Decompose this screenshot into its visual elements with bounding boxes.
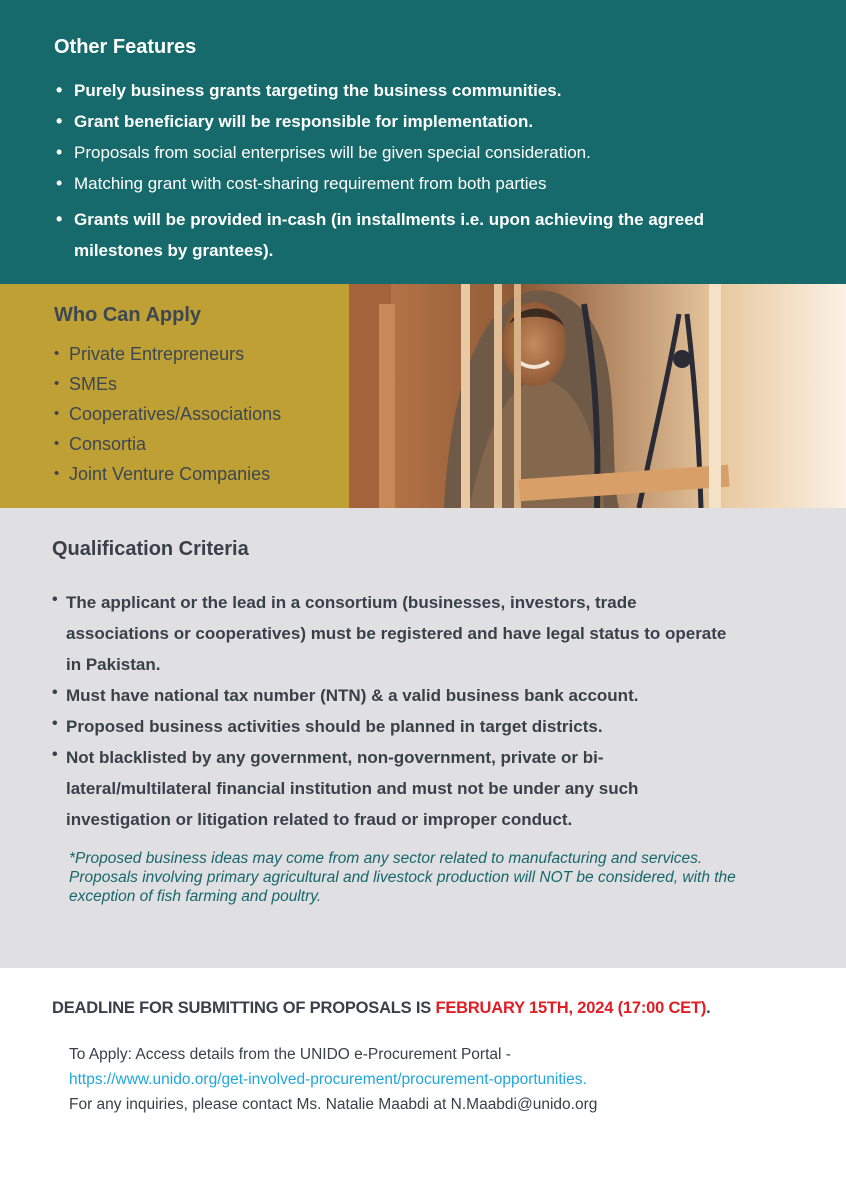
who-can-apply-text bbox=[54, 304, 281, 489]
qualification-item: • Not blacklisted by any government, non-government, private or bi-lateral/multilateral financial institution and must not be under any such investigation or litigation related to fraud or improper conduct. bbox=[52, 742, 732, 835]
applicant-item: • Joint Venture Companies bbox=[54, 459, 281, 489]
weaver-photo bbox=[349, 284, 846, 508]
feature-item: • Grant beneficiary will be responsible for implementation. bbox=[54, 106, 774, 137]
applicant-item: • Cooperatives/Associations bbox=[54, 399, 281, 429]
feature-item: • Grants will be provided in-cash (in installments i.e. upon achieving the agreed milestones by grantees). bbox=[54, 204, 774, 266]
qualification-criteria-section bbox=[0, 508, 846, 968]
applicant-item: • SMEs bbox=[54, 369, 281, 399]
apply-info bbox=[69, 1042, 597, 1117]
who-can-apply-section bbox=[0, 284, 846, 508]
deadline-date: FEBRUARY 15TH, 2024 (17:00 CET) bbox=[435, 999, 707, 1017]
procurement-link[interactable]: https://www.unido.org/get-involved-procurement/procurement-opportunities. bbox=[69, 1071, 587, 1088]
other-features-section bbox=[0, 0, 846, 284]
qualification-item: • The applicant or the lead in a consortium (businesses, investors, trade associations or cooperatives) must be registered and have legal status to operate in Pakistan. bbox=[52, 587, 732, 680]
feature-item: • Purely business grants targeting the business communities. bbox=[54, 75, 774, 106]
deadline-text bbox=[52, 999, 711, 1018]
applicant-item: • Private Entrepreneurs bbox=[54, 339, 281, 369]
qualification-title: Qualification Criteria bbox=[52, 538, 249, 560]
deadline-prefix: DEADLINE FOR SUBMITTING OF PROPOSALS IS bbox=[52, 999, 436, 1017]
qualification-list bbox=[52, 587, 732, 835]
contact-line: For any inquiries, please contact Ms. Natalie Maabdi at N.Maabdi@unido.org bbox=[69, 1096, 598, 1113]
deadline-section bbox=[0, 968, 846, 1200]
applicant-list bbox=[54, 339, 281, 489]
deadline-suffix: . bbox=[706, 999, 711, 1017]
qualification-item: • Must have national tax number (NTN) & a valid business bank account. bbox=[52, 680, 732, 711]
sector-note: *Proposed business ideas may come from any sector related to manufacturing and services. Proposals involving primary agricultural and livestock production will NOT be considered, with the exception of fish farming and poultry. bbox=[69, 850, 736, 905]
apply-line: To Apply: Access details from the UNIDO e-Procurement Portal - bbox=[69, 1046, 511, 1063]
other-features-list bbox=[54, 75, 774, 266]
other-features-title: Other Features bbox=[54, 36, 197, 58]
feature-item: • Proposals from social enterprises will be given special consideration. bbox=[54, 137, 774, 168]
applicant-item: • Consortia bbox=[54, 429, 281, 459]
feature-item: • Matching grant with cost-sharing requirement from both parties bbox=[54, 168, 774, 199]
who-can-apply-title: Who Can Apply bbox=[54, 304, 202, 326]
qualification-item: • Proposed business activities should be planned in target districts. bbox=[52, 711, 732, 742]
